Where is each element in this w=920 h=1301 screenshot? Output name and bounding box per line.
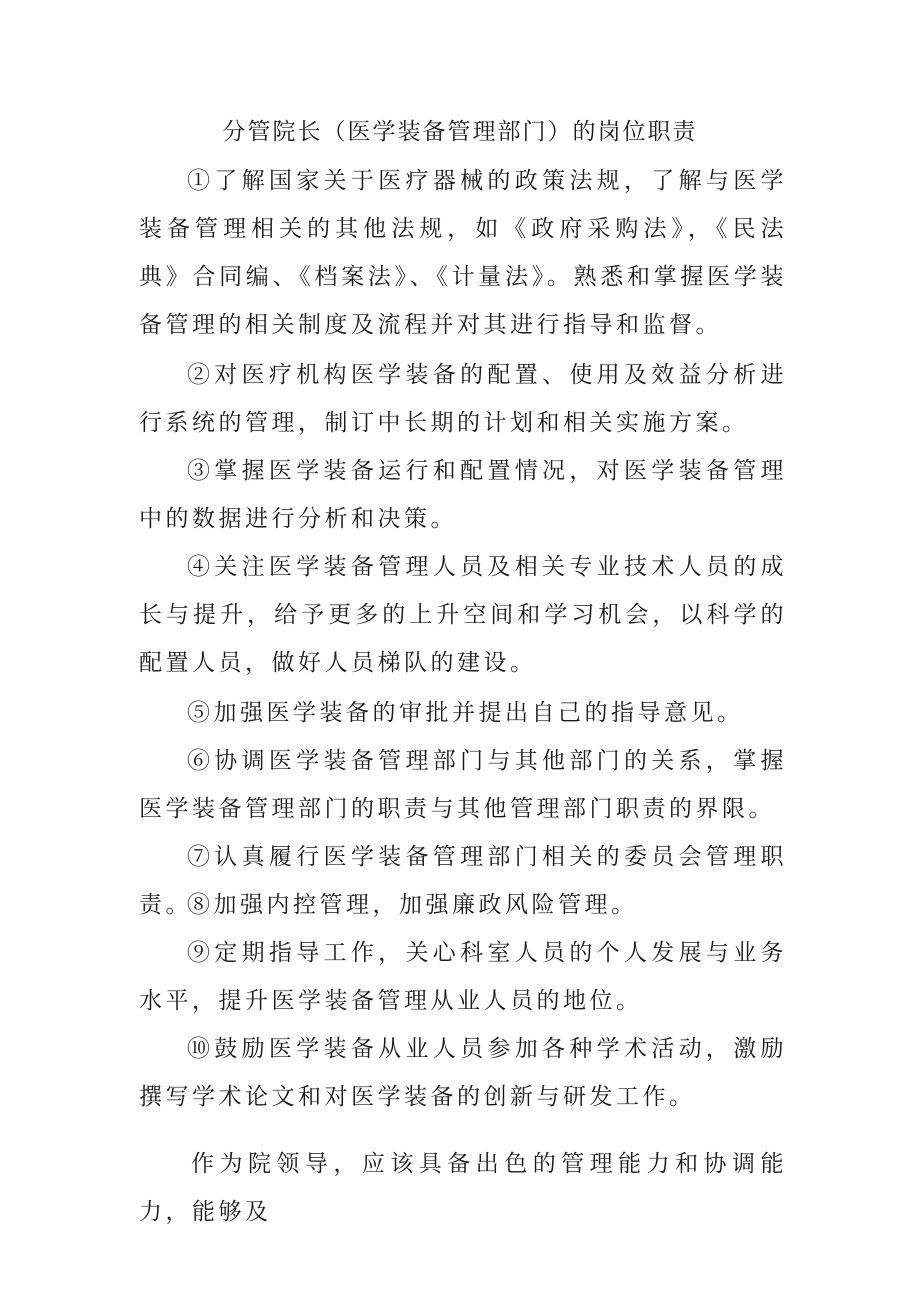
document-title: 分管院长（医学装备管理部门）的岗位职责 (222, 119, 698, 145)
duty-item-6: ⑥协调医学装备管理部门与其他部门的关系，掌握医学装备管理部门的职责与其他管理部门职责的界限。 (139, 748, 787, 822)
duty-item-10: ⑩鼓励医学装备从业人员参加各种学术活动，激励撰写学术论文和对医学装备的创新与研发工作。 (139, 1036, 787, 1110)
duty-item-5: ⑤加强医学装备的审批并提出自己的指导意见。 (187, 700, 744, 726)
duty-item-9: ⑨定期指导工作，关心科室人员的个人发展与业务水平，提升医学装备管理从业人员的地位。 (139, 940, 787, 1014)
duty-item-3: ③掌握医学装备运行和配置情况，对医学装备管理中的数据进行分析和决策。 (139, 458, 787, 532)
duty-item-7: ⑦认真履行医学装备管理部门相关的委员会管理职责。 (139, 844, 787, 918)
duty-item-4: ④关注医学装备管理人员及相关专业技术人员的成长与提升，给予更多的上升空间和学习机会，以科学的配置人员，做好人员梯队的建设。 (139, 554, 787, 676)
duty-item-2: ②对医疗机构医学装备的配置、使用及效益分析进行系统的管理，制订中长期的计划和相关实施方案。 (139, 362, 787, 436)
duty-item-1: ①了解国家关于医疗器械的政策法规，了解与医学装备管理相关的其他法规，如《政府采购法》，《民法典》合同编、《档案法》、《计量法》。熟悉和掌握医学装备管理的相关制度及流程并对其进行指导和监督。 (139, 168, 787, 338)
closing-paragraph: 作为院领导，应该具备出色的管理能力和协调能力，能够及 (139, 1151, 787, 1225)
duty-item-8: ⑧加强内控管理，加强廉政风险管理。 (187, 892, 638, 918)
